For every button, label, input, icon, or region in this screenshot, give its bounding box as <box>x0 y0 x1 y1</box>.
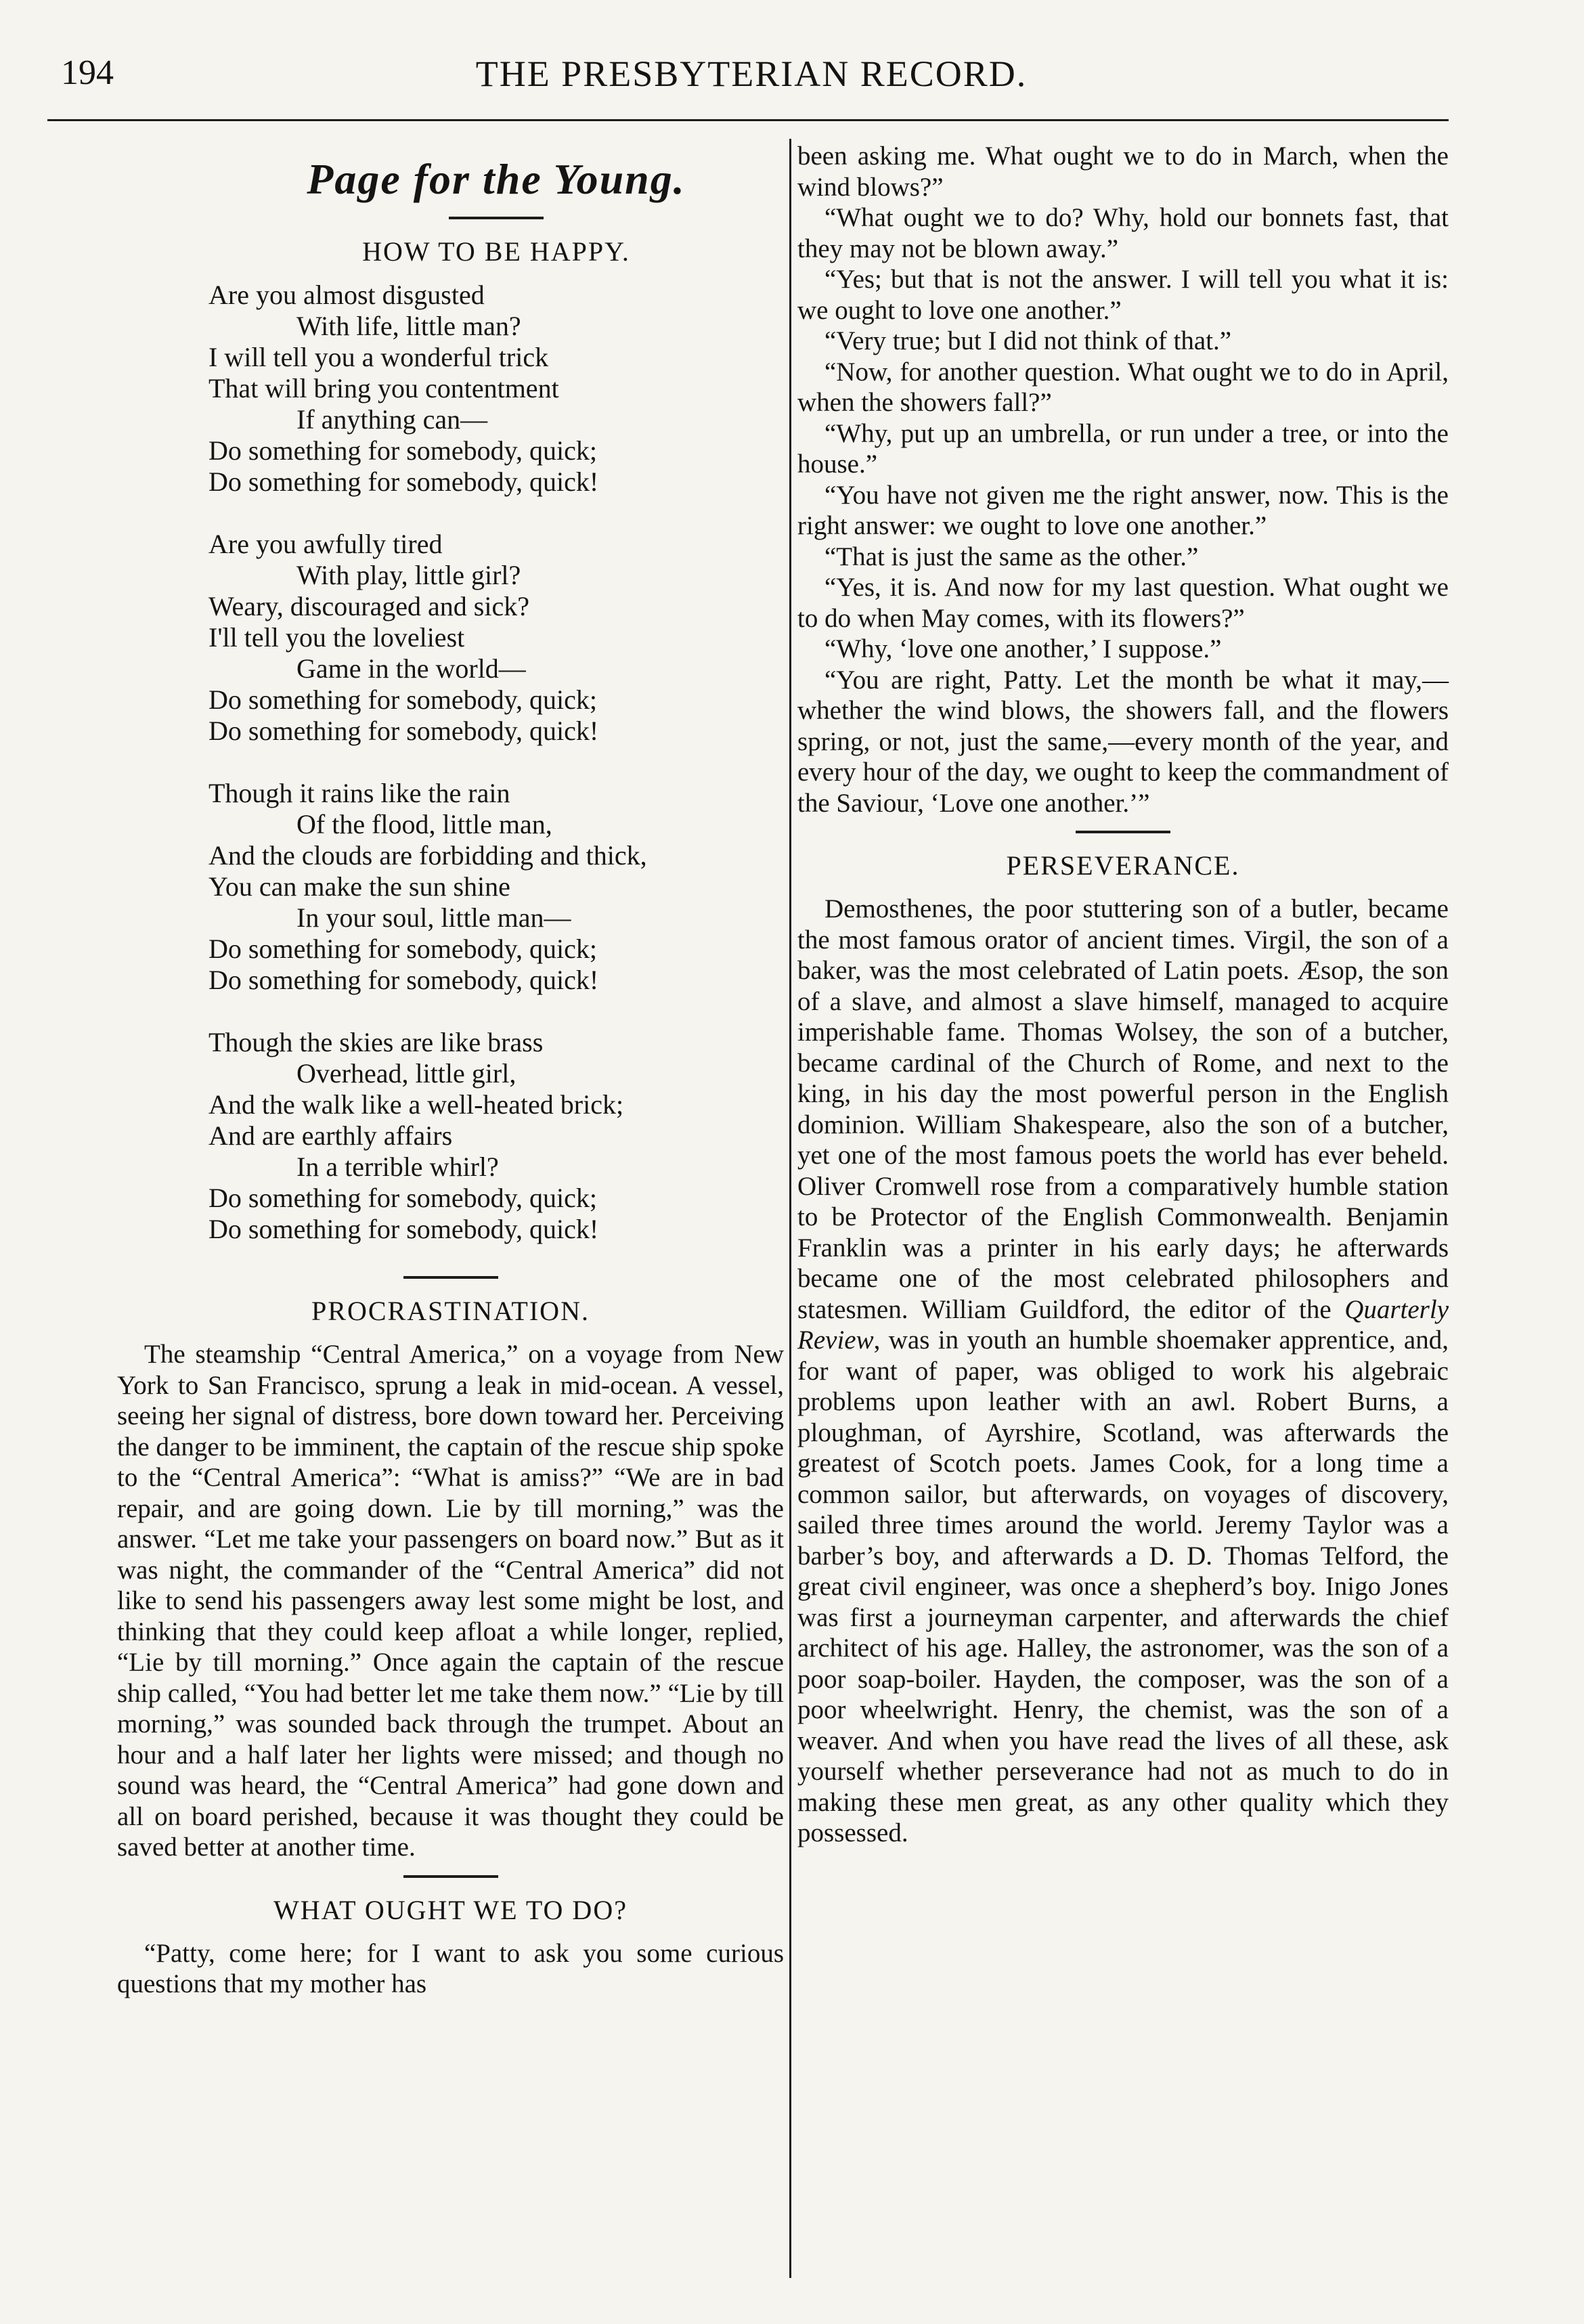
poem-line: Do something for somebody, quick; <box>208 435 598 466</box>
poem-line: And are earthly affairs <box>208 1120 453 1151</box>
poem-line: Do something for somebody, quick! <box>208 716 599 746</box>
header-rule <box>47 119 1449 121</box>
poem-line: You can make the sun shine <box>208 871 510 902</box>
journal-title: Quarterly Review <box>797 1294 1449 1355</box>
poem-line: Are you awfully tired <box>208 529 443 559</box>
poem-line: I'll tell you the loveliest <box>208 622 465 653</box>
section-rule <box>1076 831 1170 833</box>
poem-line: Though it rains like the rain <box>208 778 510 808</box>
poem-line: I will tell you a wonderful trick <box>208 342 549 372</box>
section-rule <box>449 217 544 219</box>
perseverance-text-part: Demosthenes, the poor stuttering son of a butler, became the most famous orator of ancient times. Virgil, the son of a baker, was the most celebrated of Latin poets. Æsop, the son of a slave, and almost a slave himself, managed to acquire imperishable fame. Thomas Wolsey, the son of a butcher, became cardinal of the Church of Rome, and next to the king, in his day the most powerful person in the English dominion. William Shakespeare, also the son of a butcher, yet one of the most famous poets the world has ever beheld. Oliver Cromwell rose from a comparatively humble station to be Protector of the English Commonwealth. Benjamin Franklin was a printer in his early days; he afterwards became one of the most celebrated philosophers and statesmen. William Guildford, the editor of the <box>797 894 1449 1324</box>
poem-line: Do something for somebody, quick! <box>208 466 599 497</box>
poem-line: Overhead, little girl, <box>296 1058 516 1089</box>
poem-stanza-4 <box>208 1027 784 1245</box>
left-column <box>117 141 784 2000</box>
procrastination-title: PROCRASTINATION. <box>311 1296 590 1326</box>
poem-line: With life, little man? <box>296 311 521 341</box>
procrastination-text: The steamship “Central America,” on a voyage from New York to San Francisco, sprung a leak in mid-ocean. A vessel, seeing her signal of distress, bore down toward her. Perceiving the danger to be imminent, the captain of the rescue ship spoke to the “Central America”: “What is amiss?” “We are in bad repair, and are going down. Lie by till morning,” was the answer. “Let me take your passengers on board now.” But as it was night, the commander of the “Central America” did not like to send his passengers away lest some might be lost, and thinking that they could keep afloat a while longer, replied, “Lie by till morning.” Once again the captain of the rescue ship called, “You had better let me take them now.” “Lie by till morning,” was sounded back through the trumpet. About an hour and a half later her lights were missed; and though no sound was heard, the “Central America” had gone down and all on board perished, because it was thought they could be saved better at another time. <box>117 1340 784 1862</box>
poem-line: With play, little girl? <box>296 560 521 590</box>
poem-line: And the walk like a well-heated brick; <box>208 1089 624 1120</box>
page-header <box>61 53 1442 107</box>
dialogue-paragraph: “Yes; but that is not the answer. I will tell you what it is: we ought to love one another.” <box>797 265 1449 325</box>
poem-line: Game in the world— <box>296 653 526 684</box>
right-column <box>797 141 1449 1849</box>
section-title: Page for the Young. <box>307 155 686 203</box>
column-divider <box>789 139 791 2278</box>
what-ought-title: WHAT OUGHT WE TO DO? <box>273 1894 628 1925</box>
prose-block-left <box>117 1276 784 2000</box>
poem-stanza-3 <box>208 778 784 996</box>
poem-line: Do something for somebody, quick! <box>208 965 599 995</box>
dialogue-paragraph: been asking me. What ought we to do in March, when the wind blows?” <box>797 141 1449 202</box>
dialogue-paragraph: “You have not given me the right answer, now. This is the right answer: we ought to love one another.” <box>797 480 1449 540</box>
poem-line: Do something for somebody, quick; <box>208 684 598 715</box>
dialogue-paragraph: “Now, for another question. What ought we to do in April, when the showers fall?” <box>797 357 1449 417</box>
running-title: THE PRESBYTERIAN RECORD. <box>475 53 1028 94</box>
perseverance-text <box>797 894 1449 1849</box>
what-ought-intro: “Patty, come here; for I want to ask you some curious questions that my mother has <box>117 1938 784 1998</box>
dialogue-paragraph: “Why, put up an umbrella, or run under a tree, or into the house.” <box>797 418 1449 479</box>
poem-title: HOW TO BE HAPPY. <box>362 236 630 267</box>
dialogue-paragraph: “That is just the same as the other.” <box>824 542 1199 571</box>
dialogue-paragraph: “You are right, Patty. Let the month be what it may,—whether the wind blows, the showers fall, and the flowers spring, or not, just the same,—every month of the year, and every hour of the day, we ought to keep the commandment of the Saviour, ‘Love one another.’” <box>797 665 1449 818</box>
page-number: 194 <box>61 53 114 92</box>
poem-line: In your soul, little man— <box>296 902 571 933</box>
poem-line: Of the flood, little man, <box>296 809 552 839</box>
dialogue-paragraph: “Yes, it is. And now for my last question. What ought we to do when May comes, with its flowers?” <box>797 573 1449 633</box>
perseverance-text-part: , was in youth an humble shoemaker apprentice, and, for want of paper, was obliged to work his algebraic problems upon leather with an awl. Robert Burns, a ploughman, of Ayrshire, Scotland, was afterwards the greatest of Scotch poets. James Cook, for a long time a common sailor, but afterwards, on voyages of discovery, sailed three times around the world. Jeremy Taylor was a barber’s boy, and afterwards a D. D. Thomas Telford, the great civil engineer, was once a shepherd’s boy. Inigo Jones was first a journeyman carpenter, and afterwards the chief architect of his age. Halley, the astronomer, was the son of a poor soap-boiler. Hayden, the composer, was the son of a poor wheelwright. Henry, the chemist, was the son of a weaver. And when you have read the lives of all these, ask yourself whether perseverance had not as much to do in making these men great, as any other quality which they possessed. <box>797 1325 1449 1847</box>
poem-line: Though the skies are like brass <box>208 1027 544 1057</box>
poem-line: Are you almost disgusted <box>208 280 485 310</box>
dialogue-paragraph: “Very true; but I did not think of that.” <box>824 326 1232 355</box>
section-rule <box>403 1875 498 1878</box>
poem-line: Do something for somebody, quick! <box>208 1214 599 1244</box>
poem-line: In a terrible whirl? <box>296 1152 499 1182</box>
section-rule <box>403 1276 498 1279</box>
dialogue-paragraph: “Why, ‘love one another,’ I suppose.” <box>824 634 1222 663</box>
poem-line: Do something for somebody, quick; <box>208 934 598 964</box>
poem-line: Weary, discouraged and sick? <box>208 591 529 621</box>
poem-line: And the clouds are forbidding and thick, <box>208 840 647 871</box>
poem-line: Do something for somebody, quick; <box>208 1183 598 1213</box>
dialogue-paragraph: “What ought we to do? Why, hold our bonnets fast, that they may not be blown away.” <box>797 203 1449 263</box>
poem-line: If anything can— <box>296 404 488 435</box>
poem-line: That will bring you contentment <box>208 373 559 403</box>
perseverance-title: PERSEVERANCE. <box>1006 850 1240 881</box>
poem-stanza-1 <box>208 280 784 498</box>
poem-stanza-2 <box>208 529 784 747</box>
